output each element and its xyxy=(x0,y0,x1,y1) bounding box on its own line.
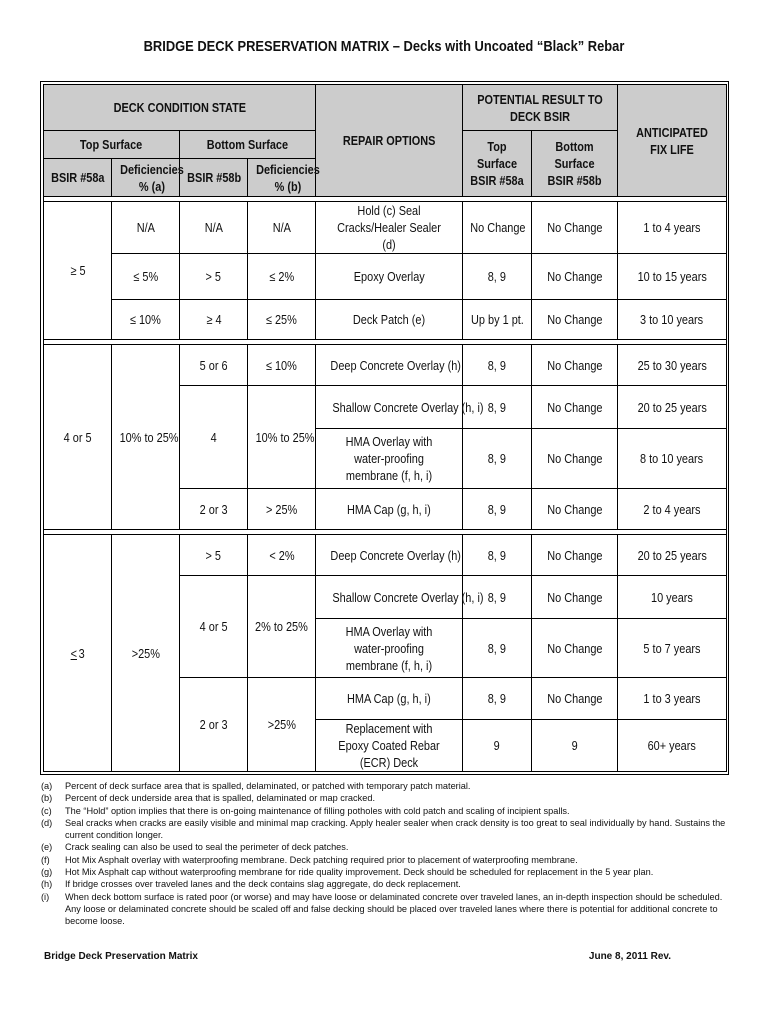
result-bottom-cell: No Change xyxy=(532,535,618,576)
table-row xyxy=(44,254,727,300)
bottom-deficiency-cell: < 2% xyxy=(248,535,316,576)
result-bottom-cell: No Change xyxy=(532,619,618,678)
bottom-deficiency-cell: > 25% xyxy=(248,489,316,530)
top-deficiency-cell: ≤ 10% xyxy=(112,300,180,340)
repair-option-cell: Hold (c) Seal Cracks/Healer Sealer (d) xyxy=(316,202,463,254)
result-top-cell: 8, 9 xyxy=(463,345,532,386)
potential-result-header: POTENTIAL RESULT TO DECK BSIR xyxy=(463,85,618,131)
repair-option-cell: Shallow Concrete Overlay (h, i) xyxy=(316,386,463,429)
repair-option-cell: Deep Concrete Overlay (h) xyxy=(316,345,463,386)
top-deficiency-cell: >25% xyxy=(112,535,180,772)
bottom-bsir-cell: 2 or 3 xyxy=(180,489,248,530)
result-bottom-cell: No Change xyxy=(532,489,618,530)
repair-option-cell: HMA Cap (g, h, i) xyxy=(316,678,463,720)
bottom-bsir-cell: N/A xyxy=(180,202,248,254)
bottom-bsir-cell: 5 or 6 xyxy=(180,345,248,386)
result-bottom-cell: No Change xyxy=(532,202,618,254)
top-bsir-cell: ≥ 5 xyxy=(44,202,112,340)
preservation-matrix-table xyxy=(43,84,727,772)
bottom-bsir-cell: ≥ 4 xyxy=(180,300,248,340)
bottom-deficiency-cell: 2% to 25% xyxy=(248,576,316,678)
deck-condition-state-header: DECK CONDITION STATE xyxy=(44,85,316,131)
fix-life-cell: 10 years xyxy=(618,576,727,619)
result-bottom-cell: No Change xyxy=(532,576,618,619)
deficiencies-a-header: Deficiencies % (a) xyxy=(112,159,180,197)
bottom-bsir-cell: > 5 xyxy=(180,254,248,300)
bsir-58a-header: BSIR #58a xyxy=(44,159,112,197)
fix-life-cell: 5 to 7 years xyxy=(618,619,727,678)
top-surface-header: Top Surface xyxy=(44,131,180,159)
result-bottom-cell: 9 xyxy=(532,720,618,772)
result-bottom-cell: No Change xyxy=(532,345,618,386)
repair-option-cell: Deep Concrete Overlay (h) xyxy=(316,535,463,576)
bottom-bsir-cell: 2 or 3 xyxy=(180,678,248,772)
result-top-cell: 8, 9 xyxy=(463,429,532,489)
fix-life-cell: 20 to 25 years xyxy=(618,535,727,576)
bottom-deficiency-cell: 10% to 25% xyxy=(248,386,316,489)
bottom-bsir-cell: 4 or 5 xyxy=(180,576,248,678)
footnote: (f) Hot Mix Asphalt overlay with waterproofing membrane. Deck patching required prior to placement of waterproofing membrane. xyxy=(41,854,578,865)
bottom-surface-bsir-header: Bottom Surface BSIR #58b xyxy=(532,131,618,197)
footnotes xyxy=(41,780,731,928)
bottom-deficiency-cell: ≤ 2% xyxy=(248,254,316,300)
result-top-cell: 8, 9 xyxy=(463,254,532,300)
table-row xyxy=(44,535,727,576)
page-title: BRIDGE DECK PRESERVATION MATRIX – Decks with Uncoated “Black” Rebar xyxy=(143,38,625,55)
result-top-cell: 8, 9 xyxy=(463,535,532,576)
bottom-surface-header: Bottom Surface xyxy=(180,131,316,159)
top-bsir-cell: <3 xyxy=(44,535,112,772)
result-bottom-cell: No Change xyxy=(532,678,618,720)
result-top-cell: 9 xyxy=(463,720,532,772)
table-row xyxy=(44,345,727,386)
footnote: (b) Percent of deck underside area that is spalled, delaminated or map cracked. xyxy=(41,793,375,804)
repair-option-cell: HMA Cap (g, h, i) xyxy=(316,489,463,530)
result-bottom-cell: No Change xyxy=(532,300,618,340)
repair-option-cell: Epoxy Overlay xyxy=(316,254,463,300)
result-top-cell: Up by 1 pt. xyxy=(463,300,532,340)
anticipated-fix-life-header: ANTICIPATED FIX LIFE xyxy=(618,85,727,197)
bottom-deficiency-cell: ≤ 10% xyxy=(248,345,316,386)
fix-life-cell: 1 to 4 years xyxy=(618,202,727,254)
bottom-bsir-cell: > 5 xyxy=(180,535,248,576)
deficiencies-b-header: Deficiencies % (b) xyxy=(248,159,316,197)
fix-life-cell: 8 to 10 years xyxy=(618,429,727,489)
table-row xyxy=(44,202,727,254)
result-top-cell: 8, 9 xyxy=(463,678,532,720)
bottom-deficiency-cell: ≤ 25% xyxy=(248,300,316,340)
result-top-cell: 8, 9 xyxy=(463,489,532,530)
top-deficiency-cell: 10% to 25% xyxy=(112,345,180,530)
repair-option-cell: Shallow Concrete Overlay (h, i) xyxy=(316,576,463,619)
result-bottom-cell: No Change xyxy=(532,254,618,300)
repair-option-cell: Deck Patch (e) xyxy=(316,300,463,340)
top-bsir-cell: 4 or 5 xyxy=(44,345,112,530)
footnote: (g) Hot Mix Asphalt cap without waterproofing membrane for ride quality improvement. Deck should be scheduled for replacement in the 5 year plan. xyxy=(41,867,654,878)
result-top-cell: No Change xyxy=(463,202,532,254)
repair-option-cell: HMA Overlay with water-proofing membrane (f, h, i) xyxy=(316,619,463,678)
fix-life-cell: 10 to 15 years xyxy=(618,254,727,300)
bottom-bsir-cell: 4 xyxy=(180,386,248,489)
fix-life-cell: 20 to 25 years xyxy=(618,386,727,429)
fix-life-cell: 60+ years xyxy=(618,720,727,772)
footnote: (c) The “Hold” option implies that there is on-going maintenance of filling potholes with cold patch and scaling of incipient spalls. xyxy=(41,805,570,816)
result-top-cell: 8, 9 xyxy=(463,619,532,678)
footnote: (i) When deck bottom surface is rated poor (or worse) and may have loose or delaminated concrete over traveled lanes, an in-depth inspection should be scheduled. Any loose or delaminated concrete should be scaled off and false decking should be placed over traveled lanes where there is potential for additional concrete to become loose. xyxy=(41,891,723,927)
less-or-equal-top-bsir: < xyxy=(70,645,78,661)
top-deficiency-cell: N/A xyxy=(112,202,180,254)
footnote: (h) If bridge crosses over traveled lanes and the deck contains slag aggregate, do deck replacement. xyxy=(41,879,461,890)
result-bottom-cell: No Change xyxy=(532,386,618,429)
preservation-matrix-frame xyxy=(40,81,729,775)
footnote: (e) Crack sealing can also be used to seal the perimeter of deck patches. xyxy=(41,842,349,853)
fix-life-cell: 3 to 10 years xyxy=(618,300,727,340)
fix-life-cell: 1 to 3 years xyxy=(618,678,727,720)
fix-life-cell: 2 to 4 years xyxy=(618,489,727,530)
table-row xyxy=(44,300,727,340)
footer-document-name: Bridge Deck Preservation Matrix xyxy=(44,951,198,962)
repair-option-cell: Replacement with Epoxy Coated Rebar (ECR) Deck xyxy=(316,720,463,772)
repair-option-cell: HMA Overlay with water-proofing membrane (f, h, i) xyxy=(316,429,463,489)
bsir-58b-header: BSIR #58b xyxy=(180,159,248,197)
result-top-cell: 8, 9 xyxy=(463,386,532,429)
footnote: (d) Seal cracks when cracks are easily visible and minimal map cracking. Apply healer sealer when crack density is too great to seal individually by hand. Sustains the current condition longer. xyxy=(41,817,726,841)
bottom-deficiency-cell: N/A xyxy=(248,202,316,254)
repair-options-header: REPAIR OPTIONS xyxy=(316,85,463,197)
result-top-cell: 8, 9 xyxy=(463,576,532,619)
result-bottom-cell: No Change xyxy=(532,429,618,489)
top-deficiency-cell: ≤ 5% xyxy=(112,254,180,300)
top-surface-bsir-header: Top Surface BSIR #58a xyxy=(463,131,532,197)
bottom-deficiency-cell: >25% xyxy=(248,678,316,772)
footer-date-revision: June 8, 2011 Rev. xyxy=(588,951,671,962)
footnote: (a) Percent of deck surface area that is spalled, delaminated, or patched with temporary patch material. xyxy=(41,781,471,791)
fix-life-cell: 25 to 30 years xyxy=(618,345,727,386)
